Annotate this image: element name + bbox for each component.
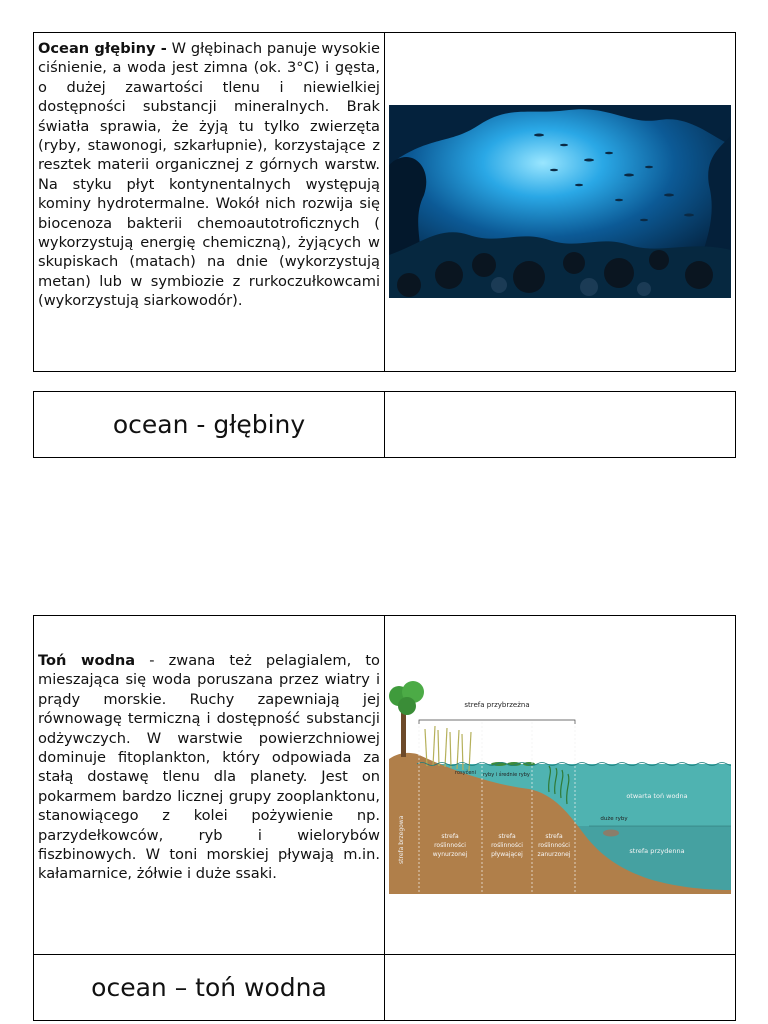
zone2-line1: strefa: [498, 833, 516, 840]
zone2-line2: roślinności: [491, 842, 523, 849]
card-water-column: [33, 615, 736, 1021]
zone1-line1: strefa: [441, 833, 459, 840]
deep-ocean-photo-cell: [385, 33, 735, 371]
deep-ocean-description: [34, 39, 385, 371]
zone3-line2: roślinności: [538, 842, 570, 849]
zone1-line2: roślinności: [434, 842, 466, 849]
water-column-label: ocean – toń wodna: [91, 973, 327, 1002]
big-fish-label: duże ryby: [600, 816, 628, 822]
label-divider: [384, 392, 385, 457]
deep-ocean-label: ocean - głębiny: [112, 410, 306, 439]
zone1-line3: wynurzonej: [432, 851, 468, 858]
coastal-zone-label: strefa przybrzeżna: [464, 701, 530, 709]
water-column-diagram-cell: [385, 616, 735, 954]
small-fish-label-1: rosyčeni: [455, 770, 476, 776]
shore-zone-label: strefa brzegowa: [398, 815, 405, 864]
zone3-line3: zanurzonej: [537, 851, 571, 858]
bottom-zone-label: strefa przydenna: [629, 847, 685, 855]
small-fish-label-2: ryby i średnie ryby: [483, 772, 530, 778]
deep-ocean-text: W głębinach panuje wysokie ciśnienie, a woda jest zimna (ok. 3°C) i gęsta, o dużej zawartości tlenu i niewielkiej dostępności substancji mineralnych. Brak światła sprawia, że żyją tu tylko zwierzęta (ryby, stawonogi, szkarłupnie), korzystające z resztek materii organicznej z górnych warstw. Na styku płyt kontynentalnych występują kominy hydrotermalne. Wokół nich rozwija się biocenoza bakterii chemoautotroficznych ( wykorzystują energię chemiczną), żyjących w skupiskach (matach) na dnie (wykorzystują metan) lub w symbiozie z rurkoczułkowcami (wykorzystują siarkowodór).: [38, 40, 380, 310]
card-deep-ocean: [33, 32, 736, 372]
label-card-deep-ocean: [33, 391, 736, 458]
fish-icon: [603, 830, 619, 837]
water-column-term: Toń wodna: [38, 652, 136, 669]
zone3-line1: strefa: [545, 833, 563, 840]
label-divider: [384, 954, 385, 1020]
water-zones-diagram: [389, 674, 731, 904]
water-column-text: - zwana też pelagialem, to mieszająca się woda poruszana przez wiatry i prądy morskie. Ruchy zapewniają jej równowagę termiczną i dostępność substancji odżywczych. W warstwie powierzchniowej dominuje fitoplankton, który odpowiada za stałą dostawę tlenu dla planety. Jest on pokarmem bardzo licznej grupy zooplanktonu, stanowiącego z kolei pożywienie np. parzydełkowców, ryb i wielorybów fiszbinowych. W toni morskiej pływają m.in. kałamarnice, żółwie i duże ssaki.: [38, 652, 380, 883]
deep-ocean-cave-photo: [389, 105, 731, 298]
open-water-label: otwarta toń wodna: [626, 792, 688, 800]
deep-ocean-term: Ocean głębiny -: [38, 40, 167, 57]
zone2-line3: pływającej: [491, 851, 523, 858]
